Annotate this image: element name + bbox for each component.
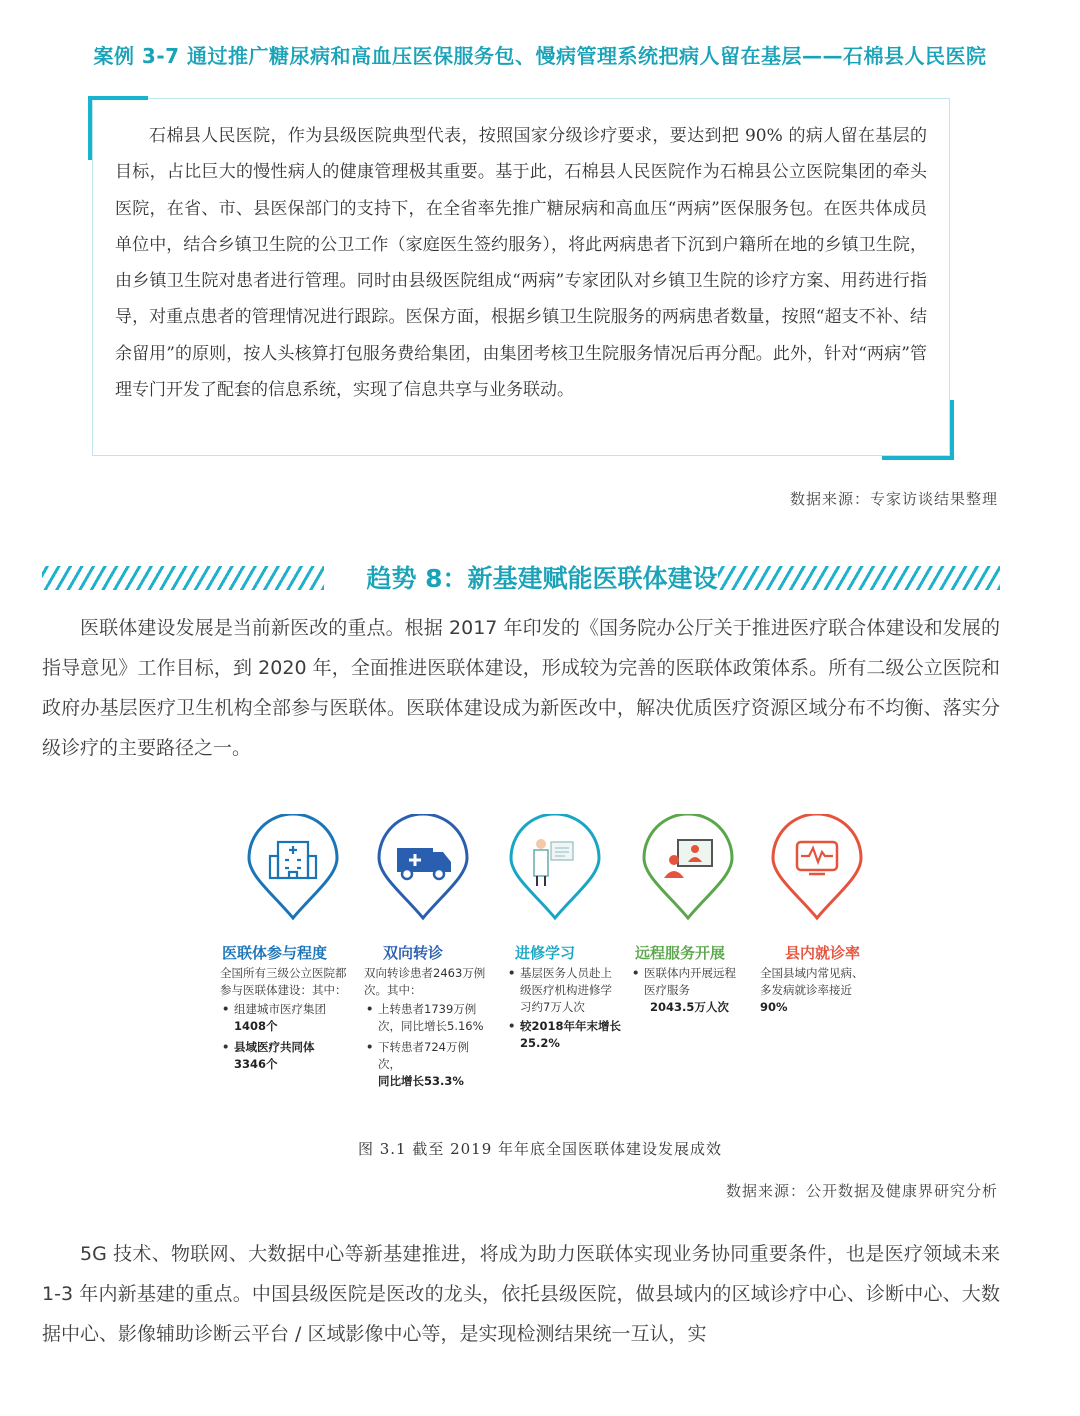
desc-bullet: • 下转患者724万例次， 同比增长53.3% [364, 1039, 490, 1090]
case-box-corner-bottom-right [882, 400, 954, 460]
desc-bullet: • 医联体内开展远程医疗服务 2043.5万人次 [630, 965, 742, 1016]
desc-training [506, 965, 622, 1052]
case-title: 案例 3-7 通过推广糖尿病和高血压医保服务包、慢病管理系统把病人留在基层——石棉县人民医院 [93, 44, 987, 68]
desc-bullet: • 县域医疗共同体 3346个 [220, 1039, 348, 1073]
desc-bullet: • 基层医务人员赴上级医疗机构进修学习约7万人次 [506, 965, 622, 1016]
ambulance-icon [373, 814, 473, 924]
desc-bullet: • 上转患者1739万例次，同比增长5.16% [364, 1001, 490, 1035]
figure-caption: 图 3.1 截至 2019 年年底全国医联体建设发展成效 [357, 1140, 723, 1158]
hospital-icon [243, 814, 343, 924]
label-participation: 医联体参与程度 [222, 944, 328, 962]
label-referral: 双向转诊 [383, 944, 444, 962]
remote-consult-icon [638, 814, 738, 924]
label-training: 进修学习 [515, 944, 576, 962]
desc-county-visit-rate: 全国县域内常见病、多发病就诊率接近 90% [760, 966, 864, 1014]
trend-heading [42, 560, 1000, 598]
trend-paragraph-2: 5G 技术、物联网、大数据中心等新基建推进，将成为助力医联体实现业务协同重要条件，也是医疗领域未来 1-3 年内新基建的重点。中国县级医院是医改的龙头，依托县级医院，做县域内的区域诊疗中心、诊断中心、大数据中心、影像辅助诊断云平台 / 区域影像中心等，是实现检测结果统一互认，实 [42, 1243, 1000, 1345]
desc-bullet: • 组建城市医疗集团 1408个 [220, 1001, 348, 1035]
doctor-icon [505, 814, 605, 924]
case-source: 数据来源：专家访谈结果整理 [789, 490, 998, 508]
trend-paragraph-1: 医联体建设发展是当前新医改的重点。根据 2017 年印发的《国务院办公厅关于推进医疗联合体建设和发展的指导意见》工作目标，到 2020 年，全面推进医联体建设，形成较为完善的医联体政策体系。所有二级公立医院和政府办基层医疗卫生机构全部参与医联体。医联体建设成为新医改中，解决优质医疗资源区域分布不均衡、落实分级诊疗的主要路径之一。 [42, 617, 1000, 759]
figure-source: 数据来源：公开数据及健康界研究分析 [725, 1182, 998, 1200]
desc-bullet: • 较2018年年末增长 25.2% [506, 1018, 622, 1052]
desc-intro: 双向转诊患者2463万例次。其中： [364, 966, 486, 997]
desc-intro: 全国所有三级公立医院都参与医联体建设：其中： [220, 966, 347, 997]
decorative-stripes-left [42, 566, 324, 590]
trend-title: 趋势 8：新基建赋能医联体建设 [366, 564, 718, 593]
label-county-visit-rate: 县内就诊率 [785, 944, 861, 962]
label-remote: 远程服务开展 [635, 944, 726, 962]
desc-participation [220, 965, 348, 1073]
desc-remote [630, 965, 742, 1016]
desc-referral [364, 965, 490, 1090]
decorative-stripes-right [718, 566, 1000, 590]
heartbeat-monitor-icon [767, 814, 867, 924]
case-text: 石棉县人民医院，作为县级医院典型代表，按照国家分级诊疗要求，要达到把 90% 的病人留在基层的目标，占比巨大的慢性病人的健康管理极其重要。基于此，石棉县人民医院作为石棉县公立医院集团的牵头医院，在省、市、县医保部门的支持下，在全省率先推广糖尿病和高血压“两病”医保服务包。在医共体成员单位中，结合乡镇卫生院的公卫工作（家庭医生签约服务），将此两病患者下沉到户籍所在地的乡镇卫生院，由乡镇卫生院对患者进行管理。同时由县级医院组成“两病”专家团队对乡镇卫生院的诊疗方案、用药进行指导，对重点患者的管理情况进行跟踪。医保方面，根据乡镇卫生院服务的两病患者数量，按照“超支不补、结余留用”的原则，按人头核算打包服务费给集团，由集团考核卫生院服务情况后再分配。此外，针对“两病”管理专门开发了配套的信息系统，实现了信息共享与业务联动。 [115, 126, 927, 401]
